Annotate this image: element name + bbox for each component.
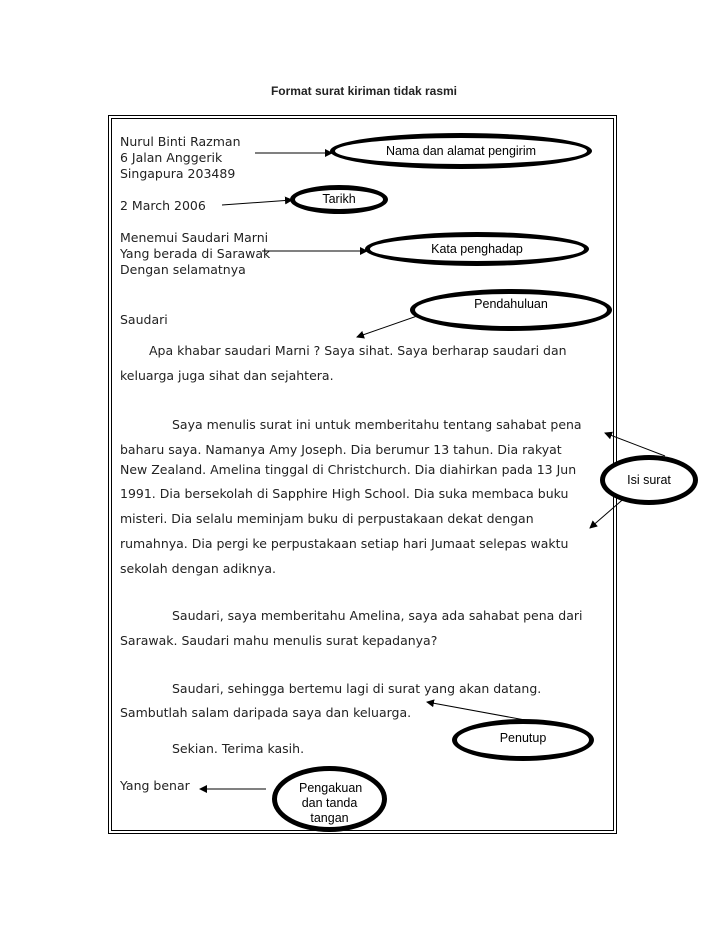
label-body: Isi surat bbox=[600, 455, 698, 505]
arrow-body-top bbox=[605, 433, 665, 456]
body-line: Saya menulis surat ini untuk memberitahu tentang sahabat pena bbox=[172, 417, 582, 432]
label-intro: Pendahuluan bbox=[410, 289, 612, 331]
body-line: rumahnya. Dia pergi ke perpustakaan setiap hari Jumaat selepas waktu bbox=[120, 536, 569, 551]
greeting: Saudari bbox=[120, 312, 168, 327]
signoff: Yang benar bbox=[120, 778, 190, 793]
closing-line: Sambutlah salam daripada saya dan keluarga. bbox=[120, 705, 412, 720]
body-line: New Zealand. Amelina tinggal di Christchurch. Dia diahirkan pada 13 Jun bbox=[120, 462, 577, 477]
body-line: sekolah dengan adiknya. bbox=[120, 561, 276, 576]
label-date: Tarikh bbox=[290, 185, 388, 214]
arrow-date bbox=[222, 200, 292, 205]
arrow-closing bbox=[427, 702, 525, 720]
body-line: misteri. Dia selalu meminjam buku di perpustakaan dekat dengan bbox=[120, 511, 534, 526]
letter-date: 2 March 2006 bbox=[120, 198, 206, 213]
intro-line: Apa khabar saudari Marni ? Saya sihat. Saya berharap saudari dan bbox=[149, 343, 567, 358]
thanks-line: Sekian. Terima kasih. bbox=[172, 741, 305, 756]
page-title: Format surat kiriman tidak rasmi bbox=[270, 84, 458, 98]
label-signature: Pengakuan dan tanda tangan bbox=[272, 766, 387, 832]
intro-line: keluarga juga sihat dan sejahtera. bbox=[120, 368, 334, 383]
label-recipient: Kata penghadap bbox=[365, 232, 589, 266]
sender-line: Nurul Binti Razman bbox=[120, 134, 241, 149]
body-line: 1991. Dia bersekolah di Sapphire High School. Dia suka membaca buku bbox=[120, 486, 569, 501]
closing-line: Saudari, sehingga bertemu lagi di surat yang akan datang. bbox=[172, 681, 542, 696]
sender-line: Singapura 203489 bbox=[120, 166, 236, 181]
body-line: baharu saya. Namanya Amy Joseph. Dia berumur 13 tahun. Dia rakyat bbox=[120, 442, 562, 457]
recipient-line: Menemui Saudari Marni bbox=[120, 230, 269, 245]
label-closing: Penutup bbox=[452, 719, 594, 761]
sender-line: 6 Jalan Anggerik bbox=[120, 150, 223, 165]
recipient-line: Yang berada di Sarawak bbox=[120, 246, 271, 261]
body-line: Sarawak. Saudari mahu menulis surat kepadanya? bbox=[120, 633, 438, 648]
label-sender: Nama dan alamat pengirim bbox=[330, 133, 592, 169]
body-line: Saudari, saya memberitahu Amelina, saya ada sahabat pena dari bbox=[172, 608, 583, 623]
recipient-line: Dengan selamatnya bbox=[120, 262, 246, 277]
